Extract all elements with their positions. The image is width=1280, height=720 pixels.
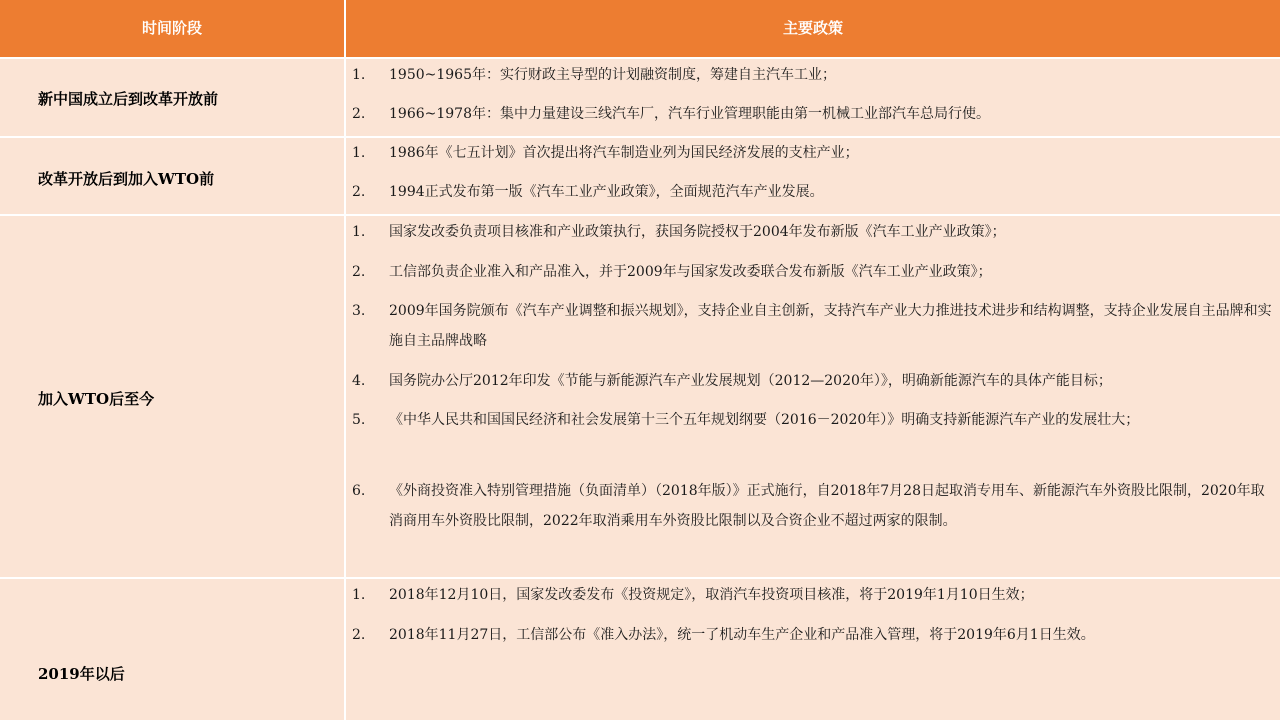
- period-label: 2019年以后: [38, 665, 125, 683]
- item-text: 《外商投资准入特别管理措施（负面清单）（2018年版）》正式施行，自2018年7月28日起取消专用车、新能源汽车外资股比限制，2020年取消商用车外资股比限制，2022年取消乘用车外资股比限制以及合资企业不超过两家的限制。: [389, 483, 1265, 529]
- item-text: 1986年《七五计划》首次提出将汽车制造业列为国民经济发展的支柱产业；: [389, 145, 859, 161]
- period-cell: [0, 138, 344, 214]
- period-cell: [0, 216, 344, 577]
- table-row: [0, 579, 1280, 720]
- table-row: [0, 216, 1280, 577]
- item-number: 1.: [352, 67, 366, 83]
- item-text: 2009年国务院颁布《汽车产业调整和振兴规划》，支持企业自主创新，支持汽车产业大力推进技术进步和结构调整，支持企业发展自主品牌和实施自主品牌战略: [389, 303, 1272, 349]
- table-header: [0, 0, 1280, 57]
- policy-cell: [346, 216, 1280, 577]
- item-text: 2018年11月27日，工信部公布《准入办法》，统一了机动车生产企业和产品准入管理，将于2019年6月1日生效。: [389, 627, 1095, 643]
- item-text: 1950~1965年：实行财政主导型的计划融资制度，筹建自主汽车工业；: [389, 67, 836, 83]
- period-cell: [0, 579, 344, 720]
- policy-cell: [346, 59, 1280, 136]
- table-row: [0, 59, 1280, 136]
- item-number: 4.: [352, 373, 366, 389]
- period-label: 新中国成立后到改革开放前: [38, 90, 219, 108]
- item-number: 5.: [352, 412, 366, 428]
- item-text: 1966~1978年：集中力量建设三线汽车厂，汽车行业管理职能由第一机械工业部汽车总局行使。: [389, 106, 990, 122]
- item-number: 3.: [352, 303, 366, 319]
- period-label: 加入WTO后至今: [38, 390, 155, 408]
- policy-cell: [346, 579, 1280, 720]
- header-policy: 主要政策: [782, 19, 843, 37]
- item-text: 国务院办公厅2012年印发《节能与新能源汽车产业发展规划（2012—2020年）》，明确新能源汽车的具体产能目标；: [389, 373, 1112, 389]
- table-row: [0, 138, 1280, 214]
- item-number: 2.: [352, 106, 366, 122]
- item-number: 1.: [352, 224, 366, 240]
- item-number: 1.: [352, 587, 366, 603]
- item-number: 2.: [352, 264, 366, 280]
- policy-cell: [346, 138, 1280, 214]
- item-text: 1994正式发布第一版《汽车工业产业政策》，全面规范汽车产业发展。: [389, 184, 824, 200]
- item-number: 1.: [352, 145, 366, 161]
- item-text: 国家发改委负责项目核准和产业政策执行，获国务院授权于2004年发布新版《汽车工业产业政策》；: [389, 224, 1006, 240]
- item-number: 6.: [352, 483, 366, 499]
- item-number: 2.: [352, 627, 366, 643]
- item-text: 《中华人民共和国国民经济和社会发展第十三个五年规划纲要（2016－2020年）》明确支持新能源汽车产业的发展壮大；: [389, 412, 1140, 428]
- period-label: 改革开放后到加入WTO前: [38, 170, 215, 188]
- item-text: 2018年12月10日，国家发改委发布《投资规定》，取消汽车投资项目核准，将于2019年1月10日生效；: [389, 587, 1034, 603]
- item-number: 2.: [352, 184, 366, 200]
- period-cell: [0, 59, 344, 136]
- item-text: 工信部负责企业准入和产品准入，并于2009年与国家发改委联合发布新版《汽车工业产业政策》；: [389, 264, 992, 280]
- header-period: 时间阶段: [141, 19, 202, 37]
